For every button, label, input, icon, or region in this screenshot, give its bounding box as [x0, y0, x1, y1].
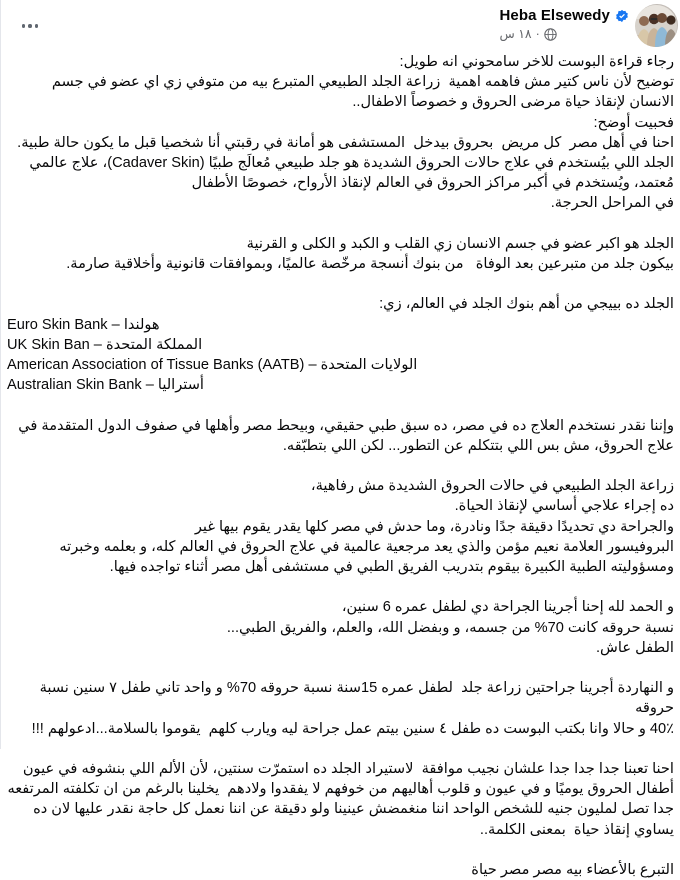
post-meta-row [499, 26, 556, 42]
post-header [1, 0, 680, 52]
post-line: وإننا نقدر نستخدم العلاج ده في مصر، ده سبق طبي حقيقي، وبيحط مصر وأهلها في صفوف الدول المتقدمة في [18, 417, 674, 434]
post-line: ومسؤوليته الطبية الكبيرة بيقوم بتدريب الفريق الطبي في مستشفى أهل مصر أثناء تواجده فيها. [109, 559, 674, 576]
avatar[interactable] [636, 4, 678, 46]
paragraph-spacer [7, 214, 674, 234]
list-item: American Association of Tissue Banks (AATB) – الولايات المتحدة [7, 357, 418, 374]
post-line-truncated-wrapper [7, 860, 674, 878]
group-photo-avatar-icon [635, 5, 677, 47]
post-line: والجراحة دي تحديدًا دقيقة جدًا ونادرة، وما حدش في مصر كلها يقدر يقوم بيها غير [194, 518, 674, 535]
paragraph-spacer [7, 395, 674, 415]
author-name-row [499, 6, 629, 25]
post-line: التبرع بالأعضاء بيه مصر مصر حياة [471, 862, 674, 878]
post-line: مُعتمد، ويُستخدم في أكبر مراكز الحروق في العالم لإنقاذ الأرواح، خصوصًا الأطفال [191, 175, 674, 192]
skin-bank-list [7, 315, 674, 396]
post-line: نسبة حروقه كانت 70% من جسمه، و وبفضل الله، والعلم، والفريق الطبي... [226, 619, 674, 636]
post-line: الجلد ده بييجي من أهم بنوك الجلد في العالم، زي: [379, 296, 674, 313]
post-line: رجاء قراءة البوست للاخر سامحوني انه طويل: [399, 54, 674, 70]
post-author-block [499, 4, 678, 46]
post-line: فحبيت أوضح: [593, 114, 674, 131]
post-line: احنا في أهل مصر كل مريض بحروق بيدخل المستشفى هو أمانة في رقبتي أنا شخصيا قبل ما يكون حالة طبية. [17, 134, 674, 151]
three-dots-icon-dot-1 [35, 24, 39, 28]
post-line: و الحمد لله إحنا أجرينا الجراحة دي لطفل عمره 6 سنين، [341, 599, 674, 616]
post-line: و النهاردة أجرينا جراحتين زراعة جلد لطفل عمره 15سنة نسبة حروقه 70% و واحد تاني طفل ٧ سنين نسبة حروقه [35, 680, 674, 717]
paragraph-spacer [7, 658, 674, 678]
post-line: جدا تصل لمليون جنيه للشخص الواحد اننا منغمضش عينينا ولو دقيقة عن اننا نعمل كل حاجة نقدر عليها لان ده [33, 801, 674, 818]
post-line: علاج الحروق، مش بس اللي بتتكلم عن التطور... لكن اللي بتطبّقه. [282, 437, 674, 454]
post-line: الجلد هو اكبر عضو في جسم الانسان زي القلب و الكبد و الكلى و القرنية [246, 235, 674, 252]
post-line: الطفل عاش. [596, 639, 674, 656]
post-line: بيكون جلد من متبرعين بعد الوفاة من بنوك أنسجة مرخّصة عالميًا، وبموافقات قانونية وأخلاقية صارمة. [66, 256, 674, 273]
post-line: البروفيسور العلامة نعيم مؤمن والذي يعد مرجعية عالمية في علاج الحروق في العالم كله، و بعلمه وخبرته [59, 538, 674, 555]
meta-separator: · [535, 27, 540, 41]
post-line: 40٪ و حالا وانا بكتب البوست ده طفل ٤ سنين بيتم عمل جراحة ليه ويارب كلهم يقوموا بالسلامة...ادعولهم !!! [31, 720, 674, 737]
paragraph-spacer [7, 456, 674, 476]
paragraph-spacer [7, 577, 674, 597]
post-line: الانسان لإنقاذ حياة مرضى الحروق و خصوصاً الاطفال.. [352, 94, 674, 111]
paragraph-spacer [7, 274, 674, 294]
post-line: ده إجراء علاجي أساسي لإنقاذ الحياة. [454, 498, 674, 515]
author-name[interactable]: Heba Elsewedy [499, 7, 610, 24]
more-options-button[interactable] [15, 16, 45, 36]
list-item: Euro Skin Bank – هولندا [7, 316, 160, 333]
post-line: يساوي إنقاذ حياة بمعنى الكلمة.. [479, 821, 674, 838]
post-text-body [1, 52, 680, 878]
list-item: Australian Skin Bank – أستراليا [7, 377, 204, 394]
three-dots-icon-dot-2 [28, 24, 32, 28]
post-line: توضيح لأن ناس كتير مش فاهمه اهمية زراعة الجلد الطبيعي المتبرع بيه من متوفي زي اي عضو في جسم [51, 74, 674, 91]
globe-public-icon[interactable] [544, 28, 557, 41]
post-line: الجلد اللي بيُستخدم في علاج حالات الحروق الشديدة هو جلد طبيعي مُعالَج طبيًا (Cadaver Skin)، علاج عالمي [29, 155, 674, 172]
post-timestamp[interactable]: ١٨ س [499, 27, 532, 41]
post-line: احنا تعبنا جدا جدا جدا علشان نجيب موافقة لاستيراد الجلد ده استمرّت سنتين، لأن الألم اللي بنشوفه في عيون [22, 761, 674, 777]
post-line: أطفال الحروق يوميًا و في عيون و قلوب أهاليهم من خوفهم لا يفقدوا ولادهم يخلينا بالرغم من ان تكلفته المرتفعه [7, 781, 674, 798]
list-item: UK Skin Ban – المملكة المتحدة [7, 336, 203, 353]
paragraph-spacer [7, 840, 674, 860]
paragraph-spacer [7, 739, 674, 759]
author-name-block [499, 4, 629, 42]
verified-check-icon [615, 9, 629, 23]
three-dots-icon-dot-3 [22, 24, 26, 28]
post-line: في المراحل الحرجة. [550, 195, 674, 212]
post-line: زراعة الجلد الطبيعي في حالات الحروق الشديدة مش رفاهية، [310, 478, 674, 495]
